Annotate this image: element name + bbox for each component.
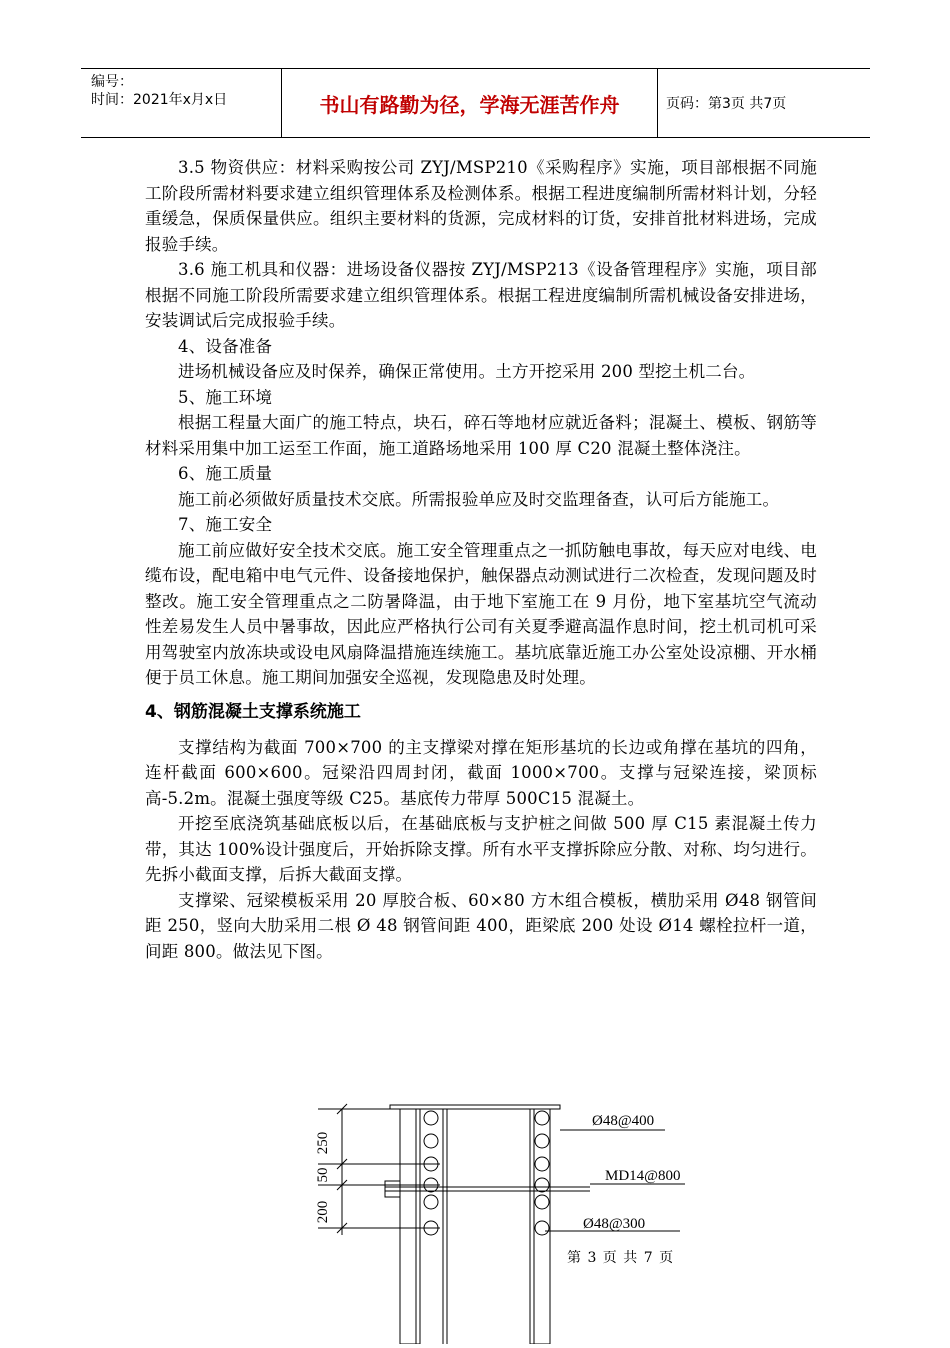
paragraph: 根据工程量大面广的施工特点，块石，碎石等地材应就近备料；混凝土、模板、钢筋等材料采用集中加工运至工作面，施工道路场地采用 100 厚 C20 混凝土整体浇注。: [145, 413, 817, 458]
subheading: 7、施工安全: [178, 515, 273, 534]
label-pipe-300: Ø48@300: [583, 1216, 646, 1232]
paragraph: 支撑梁、冠梁模板采用 20 厚胶合板、60×80 方木组合模板，横肋采用 Ø48 钢管间距 250，竖向大肋采用二根 Ø 48 钢管间距 400，距梁底 200 处设 Ø14 螺栓拉杆一道，间距 800。做法见下图。: [145, 890, 817, 961]
dim-50: 50: [315, 1167, 331, 1183]
subheading: 4、设备准备: [178, 336, 273, 356]
section-heading: 4、钢筋混凝土支撑系统施工: [145, 701, 361, 722]
paragraph: 3.5 物资供应：材料采购按公司 ZYJ/MSP210《采购程序》实施，项目部根据不同施工阶段所需材料要求建立组织管理体系及检测体系。根据工程进度编制所需材料计划，分轻重缓急，保质保量供应。组织主要材料的货源，完成材料的订货，安排首批材料进场，完成报验手续。: [145, 158, 817, 254]
paragraph: 进场机械设备应及时保养，确保正常使用。土方开挖采用 200 型挖土机二台。: [178, 362, 756, 381]
dim-200: 200: [315, 1200, 331, 1224]
header-meta: [81, 69, 282, 137]
paragraph: 开挖至底浇筑基础底板以后，在基础底板与支护桩之间做 500 厚 C15 素混凝土传力带，其达 100%设计强度后，开始拆除支撑。所有水平支撑拆除应分散、对称、均匀进行。先拆小截面支撑，后拆大截面支撑。: [145, 814, 817, 884]
page-footer: 第 3 页 共 7 页: [565, 1247, 676, 1267]
paragraph: 施工前应做好安全技术交底。施工安全管理重点之一抓防触电事故，每天应对电线、电缆布设，配电箱中电气元件、设备接地保护，触保器点动测试进行二次检查，发现问题及时整改。施工安全管理重点之二防暑降温，由于地下室施工在 9 月份，地下室基坑空气流动性差易发生人员中暑事故，因此应严格执行公司有关夏季避高温作息时间，挖土机司机可采用驾驶室内放冻块或设电风扇降温措施连续施工。基坑底靠近施工办公室处设凉棚、开水桶便于员工休息。施工期间加强安全巡视，发现隐患及时处理。: [145, 540, 817, 687]
paragraph: 3.6 施工机具和仪器：进场设备仪器按 ZYJ/MSP213《设备管理程序》实施，项目部根据不同施工阶段所需要求建立组织管理体系。根据工程进度编制所需机械设备安排进场，安装调试后完成报验手续。: [145, 260, 817, 330]
label-pipe-400: Ø48@400: [592, 1113, 655, 1129]
formwork-diagram: [290, 1085, 710, 1344]
header-motto: 书山有路勤为径，学海无涯苦作舟: [282, 69, 658, 137]
time-label: 时间：2021年x月x日: [91, 92, 228, 108]
header-page-label: 页码：第3页 共7页: [666, 96, 787, 112]
formwork-drawing: [290, 1085, 710, 1344]
page-header: [81, 68, 870, 138]
document-body: [145, 155, 817, 964]
dim-250: 250: [315, 1131, 331, 1155]
label-bolt: MD14@800: [605, 1168, 681, 1184]
number-label: 编号：: [91, 74, 133, 90]
subheading: 6、施工质量: [178, 464, 273, 483]
paragraph: 施工前必须做好质量技术交底。所需报验单应及时交监理备查，认可后方能施工。: [178, 489, 780, 509]
paragraph: 支撑结构为截面 700×700 的主支撑梁对撑在矩形基坑的长边或角撑在基坑的四角，连杆截面 600×600。冠梁沿四周封闭，截面 1000×700。支撑与冠梁连接，梁顶标高-5.2m。混凝土强度等级 C25。基底传力带厚 500C15 混凝土。: [145, 737, 817, 808]
subheading: 5、施工环境: [178, 387, 273, 407]
